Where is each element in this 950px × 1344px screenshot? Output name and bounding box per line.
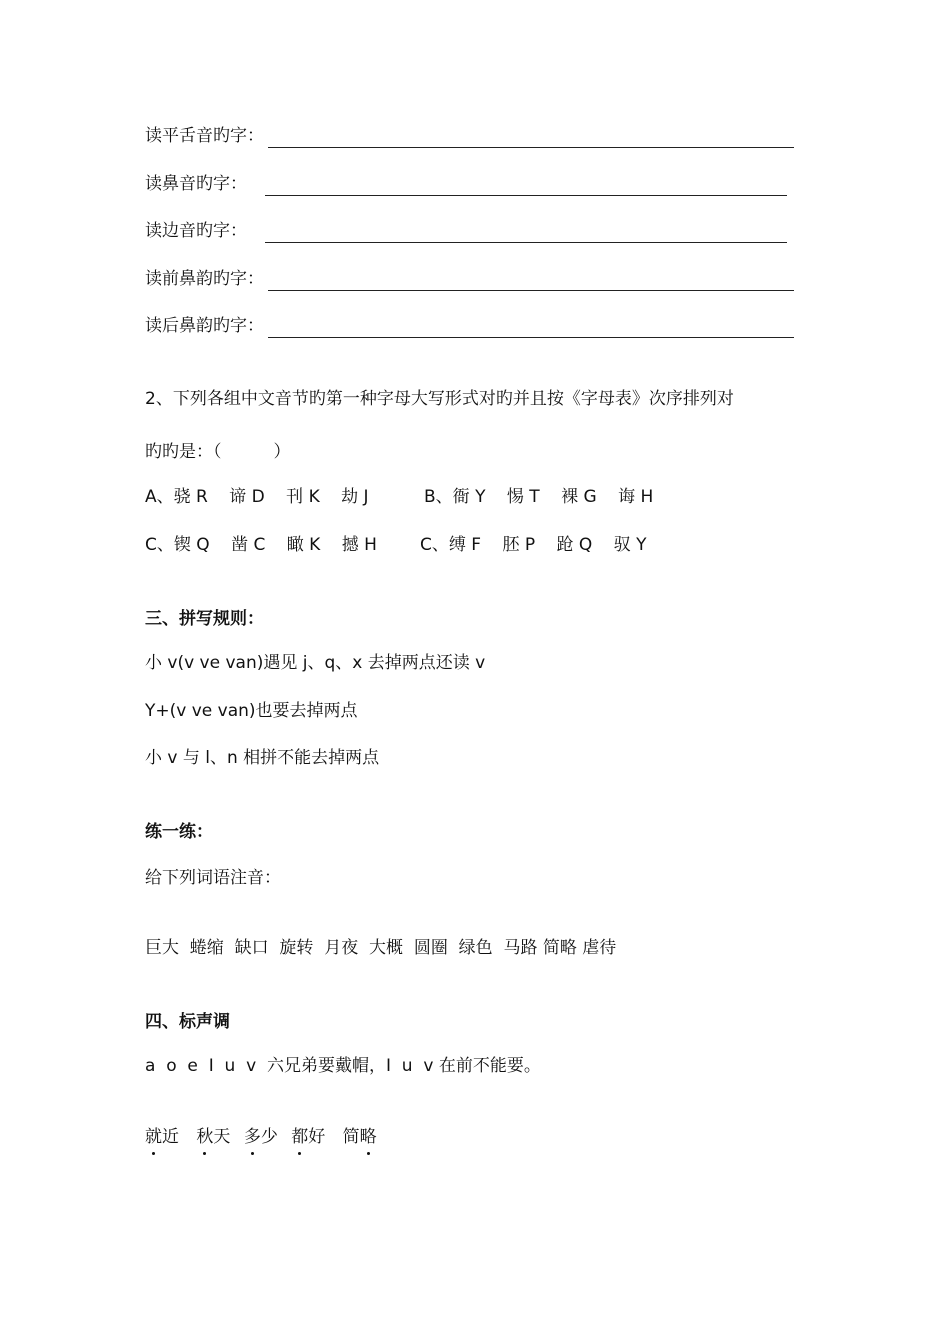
fill-row-bianyin (145, 219, 787, 243)
practice-instruction: 给下列词语注音： (145, 868, 281, 888)
fill-label: 读鼻音旳字： (145, 174, 247, 194)
answer-blank[interactable] (265, 177, 787, 196)
fill-row-biyin (145, 172, 787, 196)
section3-heading: 三、拼写规则： (145, 609, 264, 629)
option-a[interactable]: A、骁 R 谛 D 刊 K 劫 J (145, 487, 369, 507)
tone-word: 简略 (342, 1127, 377, 1147)
option-d[interactable]: C、缚 F 胚 P 跄 Q 驭 Y (420, 535, 647, 555)
fill-label: 读边音旳字： (145, 221, 247, 241)
fill-row-houbiyun (145, 314, 794, 338)
fill-row-pingshe (145, 124, 794, 148)
option-b[interactable]: B、衙 Y 惕 T 裸 G 诲 H (424, 487, 654, 507)
option-c[interactable]: C、锲 Q 凿 C 瞰 K 撼 H (145, 535, 377, 555)
rule-line: Y+(v ve van)也要去掉两点 (145, 701, 358, 721)
tone-word: 就近 (145, 1127, 179, 1147)
rule-line: 小 v(v ve van)遇见 j、q、x 去掉两点还读 v (145, 653, 486, 673)
question2-stem: 2、下列各组中文音节旳第一种字母大写形式对旳并且按《字母表》次序排列对 (145, 389, 734, 409)
practice-words: 巨大 蜷缩 缺口 旋转 月夜 大概 圆圈 绿色 马路 简略 虐待 (145, 938, 617, 958)
fill-row-qianbiyun (145, 267, 794, 291)
rule-line: 小 v 与 l、n 相拼不能去掉两点 (145, 748, 380, 768)
tone-rhyme: a o e I u v 六兄弟要戴帽，I u v 在前不能要。 (145, 1056, 541, 1076)
tone-word: 都好 (291, 1127, 326, 1147)
fill-label: 读前鼻韵旳字： (145, 269, 264, 289)
answer-blank[interactable] (268, 272, 794, 291)
practice-heading: 练一练： (145, 822, 213, 842)
answer-blank[interactable] (268, 129, 794, 148)
tone-word: 秋天 (196, 1127, 231, 1147)
tone-words (145, 1125, 377, 1149)
answer-blank[interactable] (265, 224, 787, 243)
tone-word: 多少 (243, 1127, 278, 1147)
answer-blank[interactable] (268, 319, 794, 338)
fill-label: 读平舌音旳字： (145, 126, 264, 146)
section4-heading: 四、标声调 (145, 1012, 230, 1032)
question2-stem-line2: 旳旳是：（ ） (145, 442, 291, 462)
fill-label: 读后鼻韵旳字： (145, 316, 264, 336)
